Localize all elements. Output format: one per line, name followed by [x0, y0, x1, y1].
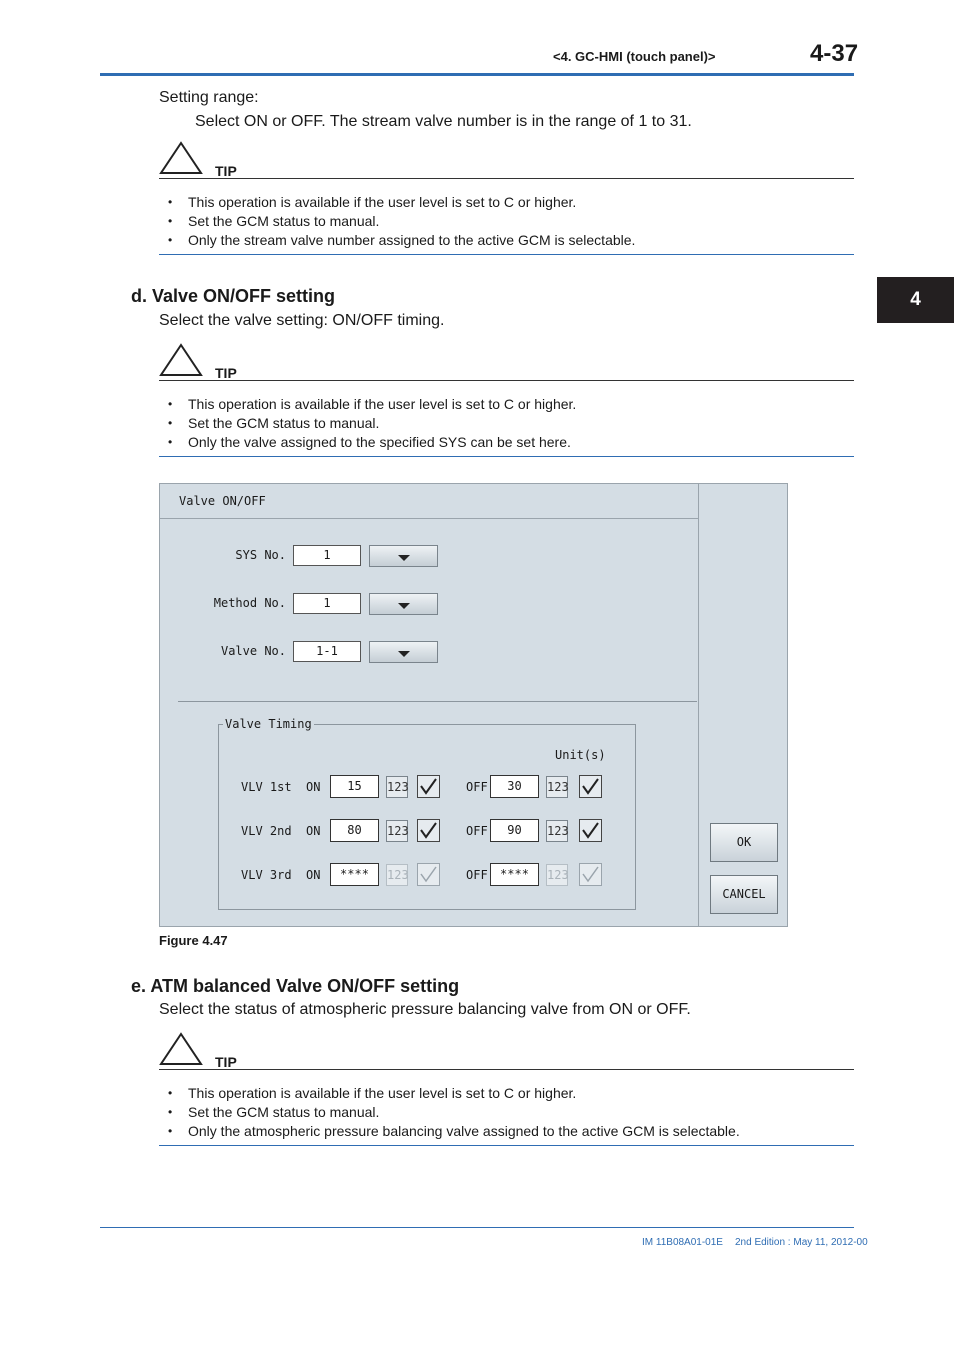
vlv-2nd-label: VLV 2nd — [241, 824, 292, 838]
tip-header — [159, 1032, 854, 1070]
warning-triangle-icon — [159, 343, 203, 377]
tip-item: • This operation is available if the user level is set to C or higher. — [159, 1084, 854, 1103]
figure-caption: Figure 4.47 — [159, 933, 228, 948]
off-label: OFF — [466, 868, 488, 882]
title-divider — [160, 518, 698, 519]
checkmark-icon — [580, 776, 601, 797]
vlv-3rd-on-input[interactable]: **** — [330, 863, 379, 886]
tip-item: • Only the stream valve number assigned to the active GCM is selectable. — [159, 231, 854, 250]
vlv-1st-on-checkbox[interactable] — [417, 775, 440, 798]
valve-no-label: Valve No. — [220, 644, 286, 658]
running-header: <4. GC-HMI (touch panel)> — [553, 49, 716, 64]
valve-no-field[interactable]: 1-1 — [293, 641, 361, 662]
vlv-2nd-on-checkbox[interactable] — [417, 819, 440, 842]
document-id: IM 11B08A01-01E — [642, 1237, 723, 1248]
tip-label: TIP — [215, 163, 237, 179]
setting-range-text: Select ON or OFF. The stream valve number is in the range of 1 to 31. — [195, 113, 692, 130]
checkmark-icon — [418, 820, 439, 841]
sys-no-label: SYS No. — [235, 548, 286, 562]
checkmark-icon — [418, 776, 439, 797]
vlv-1st-off-checkbox[interactable] — [579, 775, 602, 798]
tip-item: • Set the GCM status to manual. — [159, 1103, 854, 1122]
vlv-3rd-off-input[interactable]: **** — [490, 863, 539, 886]
tip-block-3 — [159, 1032, 854, 1146]
cancel-button[interactable]: CANCEL — [710, 875, 778, 914]
tip-block-2 — [159, 343, 854, 457]
off-label: OFF — [466, 824, 488, 838]
method-no-field[interactable]: 1 — [293, 593, 361, 614]
on-label: ON — [306, 824, 321, 838]
tip-item: • This operation is available if the user level is set to C or higher. — [159, 395, 854, 414]
checkmark-icon — [580, 864, 601, 885]
edition-info: 2nd Edition : May 11, 2012-00 — [734, 1237, 868, 1248]
valve-timing-legend: Valve Timing — [225, 717, 312, 731]
sidebar-divider — [698, 484, 699, 926]
tip-item: • Set the GCM status to manual. — [159, 212, 854, 231]
tip-list — [159, 381, 854, 457]
tip-label: TIP — [215, 1054, 237, 1070]
header-rule — [100, 73, 854, 76]
vlv-1st-label: VLV 1st — [241, 780, 292, 794]
chevron-down-icon — [398, 555, 410, 561]
section-e-text: Select the status of atmospheric pressure balancing valve from ON or OFF. — [159, 1001, 691, 1018]
vlv-3rd-label: VLV 3rd — [241, 868, 292, 882]
tip-list — [159, 179, 854, 255]
keypad-button[interactable]: 123 — [386, 820, 408, 842]
tip-block-1 — [159, 141, 854, 255]
section-divider — [178, 701, 697, 702]
vlv-2nd-off-checkbox[interactable] — [579, 819, 602, 842]
method-no-dropdown-button[interactable] — [369, 593, 438, 615]
on-label: ON — [306, 780, 321, 794]
sys-no-dropdown-button[interactable] — [369, 545, 438, 567]
tip-header — [159, 141, 854, 179]
warning-triangle-icon — [159, 141, 203, 175]
tip-list — [159, 1070, 854, 1146]
vlv-1st-on-input[interactable]: 15 — [330, 775, 379, 798]
keypad-button[interactable]: 123 — [386, 776, 408, 798]
vlv-3rd-off-checkbox — [579, 863, 602, 886]
section-d-text: Select the valve setting: ON/OFF timing. — [159, 312, 445, 329]
method-no-label: Method No. — [213, 596, 286, 610]
vlv-2nd-on-input[interactable]: 80 — [330, 819, 379, 842]
hmi-screen — [159, 483, 788, 927]
chevron-down-icon — [398, 603, 410, 609]
tip-item: • This operation is available if the user level is set to C or higher. — [159, 193, 854, 212]
vlv-1st-off-input[interactable]: 30 — [490, 775, 539, 798]
page-number: 4-37 — [810, 40, 859, 67]
footer — [642, 1237, 868, 1248]
chevron-down-icon — [398, 651, 410, 657]
section-e-heading: e. ATM balanced Valve ON/OFF setting — [131, 976, 460, 996]
keypad-button[interactable]: 123 — [546, 776, 568, 798]
screen-title: Valve ON/OFF — [179, 494, 266, 508]
checkmark-icon — [418, 864, 439, 885]
valve-no-dropdown-button[interactable] — [369, 641, 438, 663]
tip-header — [159, 343, 854, 381]
checkmark-icon — [580, 820, 601, 841]
section-d-heading: d. Valve ON/OFF setting — [131, 286, 336, 306]
tip-label: TIP — [215, 365, 237, 381]
keypad-button[interactable]: 123 — [546, 820, 568, 842]
tip-item: • Only the valve assigned to the specified SYS can be set here. — [159, 433, 854, 452]
unit-label: Unit(s) — [555, 748, 606, 762]
off-label: OFF — [466, 780, 488, 794]
vlv-3rd-on-checkbox — [417, 863, 440, 886]
vlv-2nd-off-input[interactable]: 90 — [490, 819, 539, 842]
keypad-button: 123 — [386, 864, 408, 886]
ok-button[interactable]: OK — [710, 823, 778, 862]
keypad-button: 123 — [546, 864, 568, 886]
on-label: ON — [306, 868, 321, 882]
chapter-tab: 4 — [877, 277, 954, 323]
tip-item: • Set the GCM status to manual. — [159, 414, 854, 433]
footer-rule — [100, 1227, 854, 1228]
warning-triangle-icon — [159, 1032, 203, 1066]
tip-item: • Only the atmospheric pressure balancing valve assigned to the active GCM is selectable. — [159, 1122, 854, 1141]
sys-no-field[interactable]: 1 — [293, 545, 361, 566]
setting-range-label: Setting range: — [159, 89, 259, 106]
